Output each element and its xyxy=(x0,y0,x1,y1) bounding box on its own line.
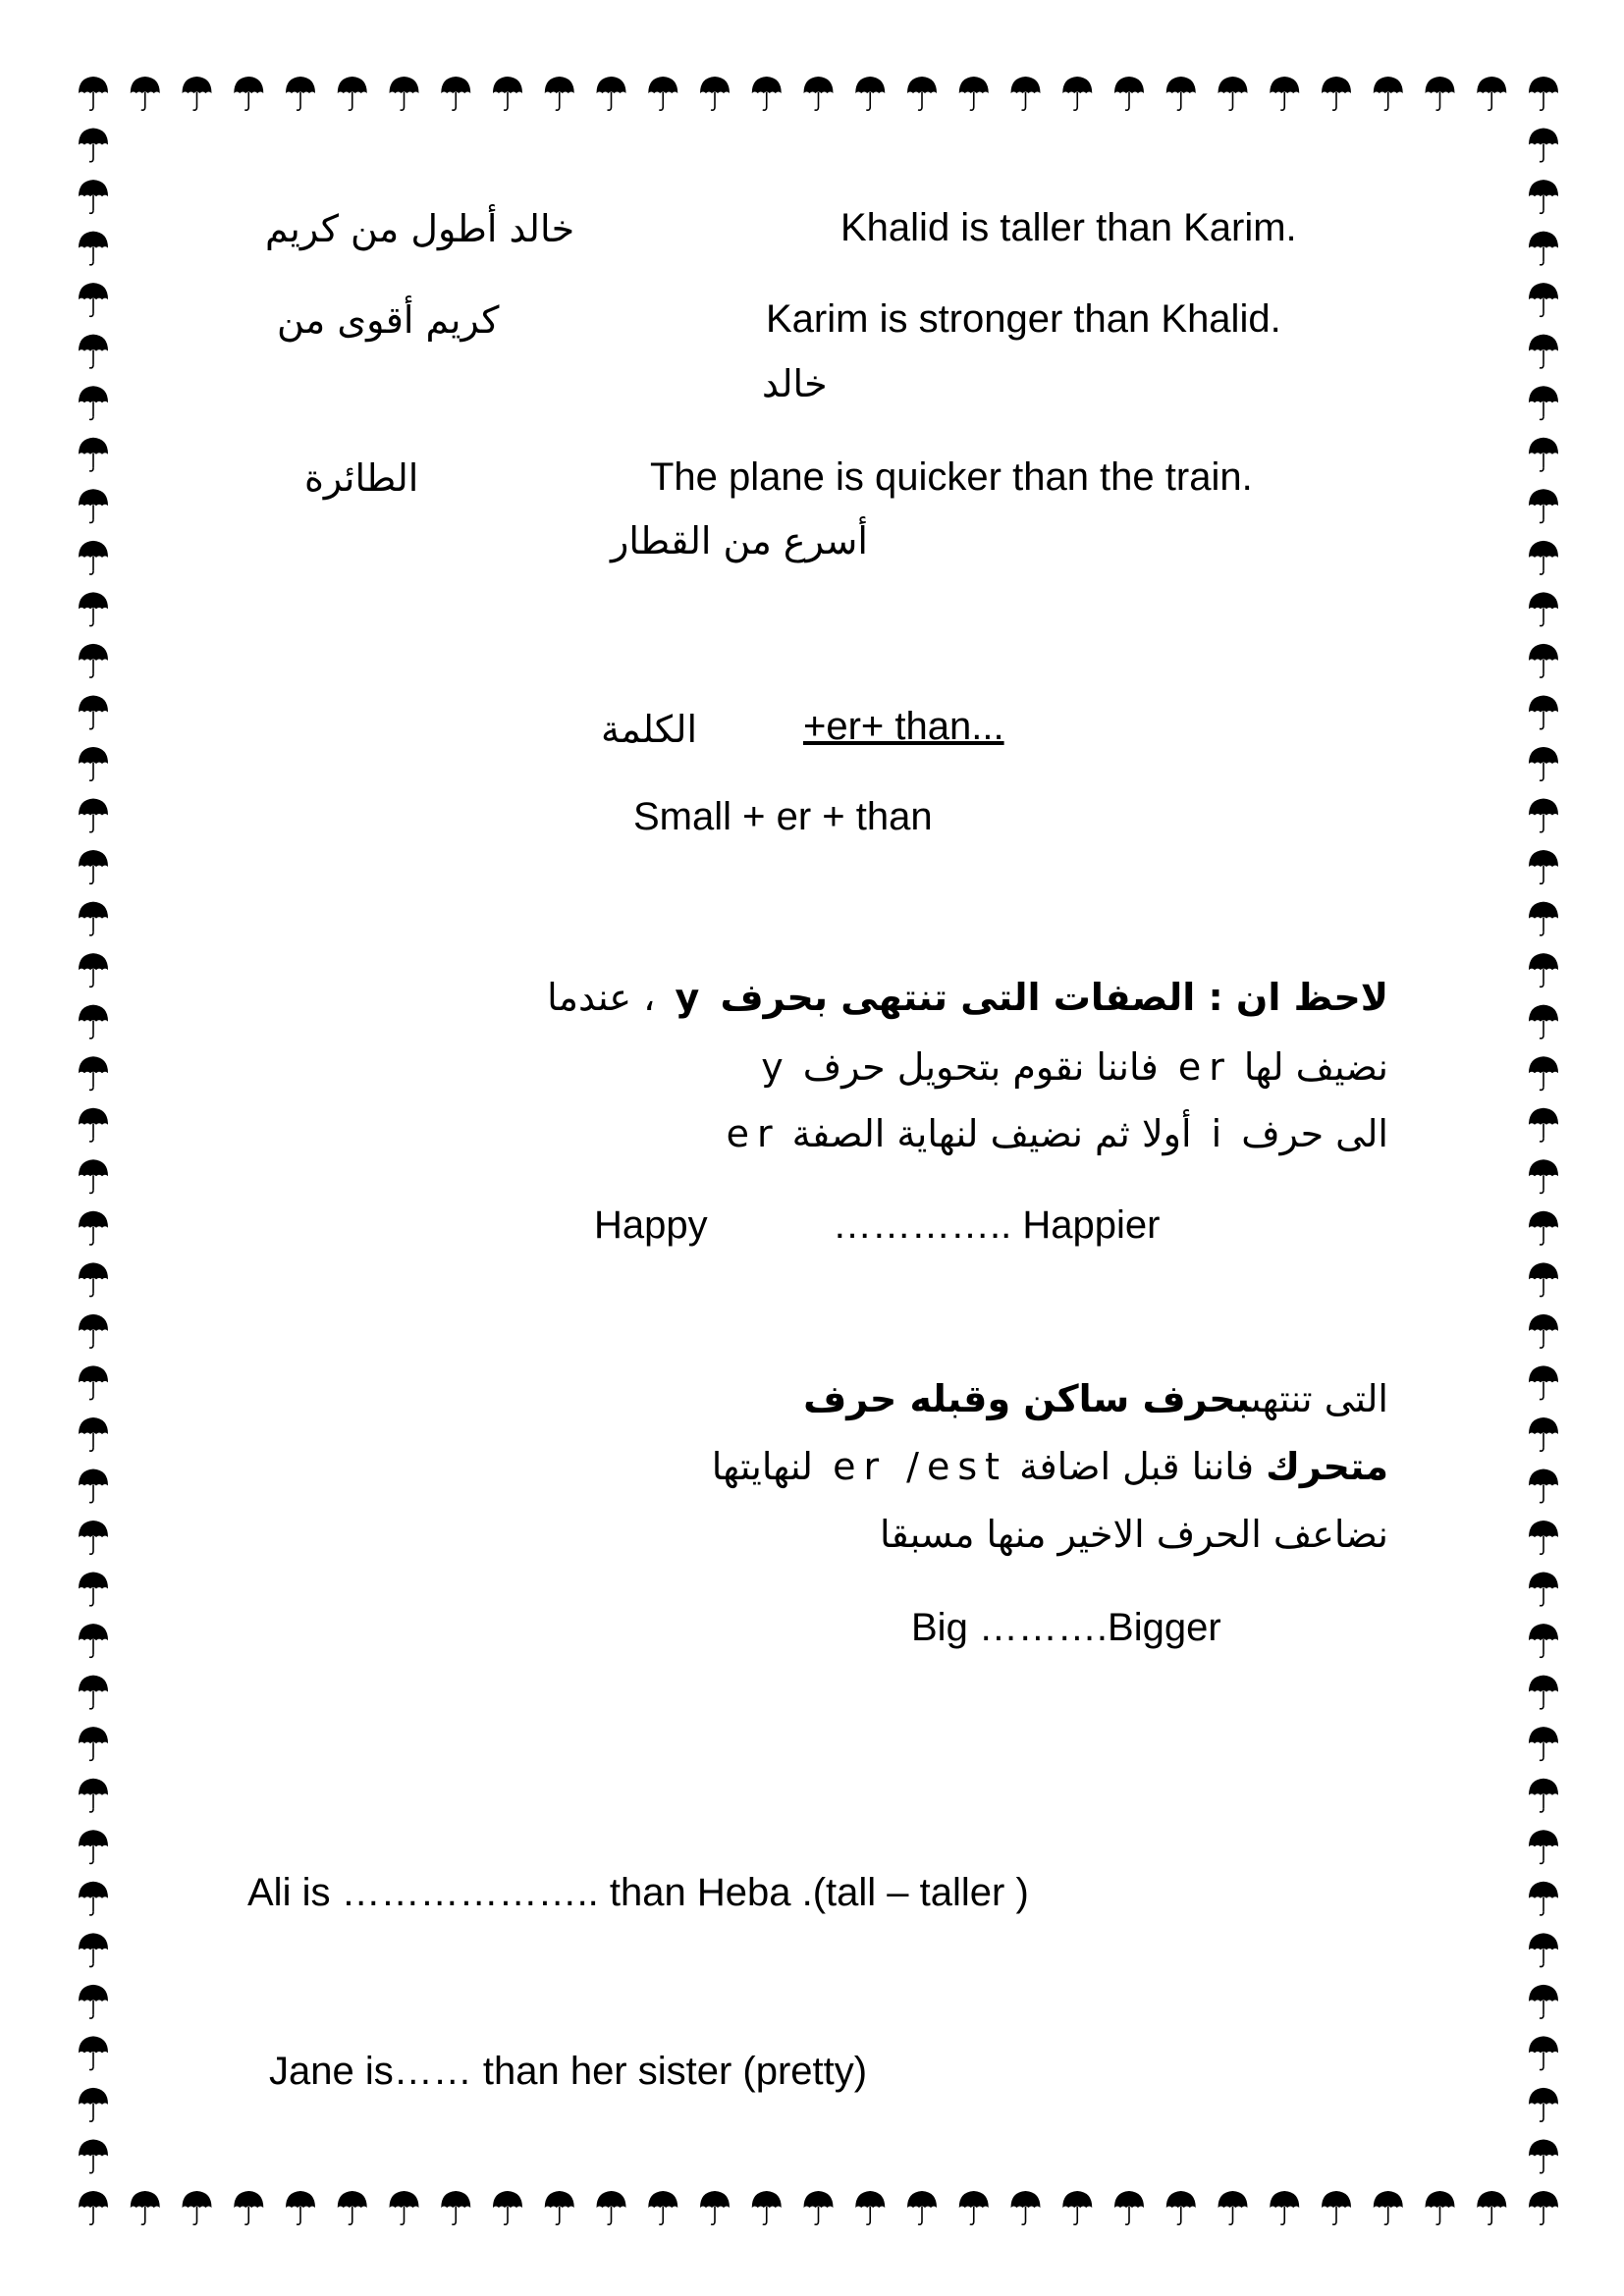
umbrella-icon xyxy=(1322,77,1351,110)
note-y-line3: الى حرف i أولا ثم نضيف لنهاية الصفة er xyxy=(726,1112,1388,1155)
umbrella-icon xyxy=(1166,2191,1196,2224)
umbrella-icon xyxy=(79,1573,108,1606)
umbrella-icon xyxy=(1529,1624,1558,1657)
umbrella-icon xyxy=(1529,1108,1558,1142)
umbrella-icon xyxy=(1529,1933,1558,1966)
umbrella-icon xyxy=(1426,77,1455,110)
umbrella-icon xyxy=(1529,695,1558,728)
umbrella-icon xyxy=(79,1624,108,1657)
umbrella-icon xyxy=(1529,489,1558,522)
umbrella-icon xyxy=(1529,1005,1558,1039)
umbrella-icon xyxy=(79,592,108,625)
umbrella-icon xyxy=(1529,335,1558,368)
umbrella-icon xyxy=(79,1468,108,1502)
note-consonant-line2-bold: متحرك xyxy=(1266,1445,1388,1488)
umbrella-icon xyxy=(1529,1882,1558,1915)
umbrella-icon xyxy=(1529,850,1558,883)
umbrella-icon xyxy=(286,77,315,110)
umbrella-icon xyxy=(79,1985,108,2018)
umbrella-icon xyxy=(79,438,108,471)
umbrella-icon xyxy=(79,1108,108,1142)
umbrella-icon xyxy=(1529,1056,1558,1090)
umbrella-icon xyxy=(79,1211,108,1245)
umbrella-icon xyxy=(1529,1985,1558,2018)
umbrella-icon xyxy=(597,77,626,110)
umbrella-icon xyxy=(1529,592,1558,625)
umbrella-icon xyxy=(1529,1314,1558,1348)
note-consonant-line1 xyxy=(803,1377,1388,1420)
umbrella-icon xyxy=(1529,2139,1558,2172)
umbrella-icon xyxy=(1529,1468,1558,1502)
umbrella-icon xyxy=(79,2191,108,2224)
umbrella-icon xyxy=(545,2191,574,2224)
umbrella-icon xyxy=(79,1314,108,1348)
umbrella-icon xyxy=(1529,541,1558,574)
umbrella-icon xyxy=(493,77,522,110)
umbrella-icon xyxy=(1529,2191,1558,2224)
umbrella-icon xyxy=(79,1779,108,1812)
umbrella-icon xyxy=(1426,2191,1455,2224)
umbrella-icon xyxy=(79,2088,108,2121)
umbrella-icon xyxy=(1218,77,1248,110)
umbrella-icon xyxy=(79,335,108,368)
umbrella-icon xyxy=(79,799,108,832)
umbrella-icon xyxy=(79,489,108,522)
umbrella-icon xyxy=(183,77,212,110)
note-consonant-line3: نضاعف الحرف الاخير منها مسبقا xyxy=(879,1513,1388,1556)
umbrella-icon xyxy=(79,1676,108,1709)
example-2-arabic-line1: كريم أقوى من xyxy=(277,298,500,342)
umbrella-icon xyxy=(286,2191,315,2224)
note-y-example-result: ………….. Happier xyxy=(833,1203,1161,1247)
umbrella-icon xyxy=(597,2191,626,2224)
umbrella-icon xyxy=(338,2191,367,2224)
example-3-english: The plane is quicker than the train. xyxy=(650,455,1253,499)
umbrella-icon xyxy=(131,77,160,110)
umbrella-icon xyxy=(1114,77,1144,110)
umbrella-icon xyxy=(79,2139,108,2172)
umbrella-icon xyxy=(441,77,470,110)
umbrella-icon xyxy=(79,2036,108,2069)
umbrella-icon xyxy=(1529,386,1558,419)
note-consonant-line1-bold: بحرف ساكن وقبله حرف xyxy=(803,1377,1252,1420)
umbrella-icon xyxy=(907,2191,937,2224)
umbrella-icon xyxy=(1114,2191,1144,2224)
umbrella-icon xyxy=(1062,2191,1092,2224)
umbrella-icon xyxy=(700,2191,730,2224)
rule-formula: +er+ than... xyxy=(803,705,1004,748)
example-1-english: Khalid is taller than Karim. xyxy=(840,206,1297,249)
umbrella-icon xyxy=(79,1882,108,1915)
umbrella-icon xyxy=(79,1056,108,1090)
umbrella-icon xyxy=(79,283,108,316)
umbrella-icon xyxy=(855,77,885,110)
umbrella-icon xyxy=(1529,283,1558,316)
umbrella-icon xyxy=(79,77,108,110)
umbrella-icon xyxy=(1529,747,1558,780)
umbrella-icon xyxy=(1529,902,1558,935)
umbrella-icon xyxy=(1529,1365,1558,1399)
umbrella-icon xyxy=(79,1365,108,1399)
note-consonant-example: Big ……….Bigger xyxy=(911,1606,1221,1649)
umbrella-icon xyxy=(79,180,108,213)
umbrella-icon xyxy=(1529,1727,1558,1760)
umbrella-icon xyxy=(79,644,108,677)
example-3-arabic-line2: أسرع من القطار xyxy=(611,519,868,562)
umbrella-icon xyxy=(1529,129,1558,162)
umbrella-icon xyxy=(183,2191,212,2224)
umbrella-icon xyxy=(79,850,108,883)
note-y-line2: نضيف لها er فاننا نقوم بتحويل حرف y xyxy=(761,1045,1388,1089)
umbrella-icon xyxy=(959,77,989,110)
umbrella-icon xyxy=(1529,1779,1558,1812)
umbrella-icon xyxy=(79,695,108,728)
umbrella-icon xyxy=(1011,2191,1041,2224)
note-consonant-line1-normal: التى تنتهى xyxy=(1251,1377,1388,1420)
umbrella-icon xyxy=(131,2191,160,2224)
note-consonant-line2-rest: فاننا قبل اضافة er /est لنهايتها xyxy=(711,1445,1254,1488)
note-y-line1 xyxy=(547,976,1388,1019)
example-1-arabic: خالد أطول من كريم xyxy=(265,207,575,250)
umbrella-icon xyxy=(1529,2088,1558,2121)
note-y-line1-rest: ، عندما xyxy=(547,976,656,1019)
umbrella-icon xyxy=(1529,180,1558,213)
example-2-english: Karim is stronger than Khalid. xyxy=(766,297,1281,341)
exercise-1: Ali is ……………….. than Heba .(tall – taller ) xyxy=(247,1871,1029,1914)
umbrella-icon xyxy=(79,129,108,162)
umbrella-icon xyxy=(855,2191,885,2224)
umbrella-icon xyxy=(79,1727,108,1760)
umbrella-icon xyxy=(1529,1676,1558,1709)
umbrella-icon xyxy=(79,1262,108,1296)
umbrella-icon xyxy=(79,953,108,987)
umbrella-icon xyxy=(79,1933,108,1966)
umbrella-icon xyxy=(79,1417,108,1451)
umbrella-icon xyxy=(752,2191,782,2224)
umbrella-icon xyxy=(79,1521,108,1554)
example-3-arabic-line1: الطائرة xyxy=(304,456,419,500)
umbrella-icon xyxy=(1529,644,1558,677)
umbrella-icon xyxy=(1529,1159,1558,1193)
umbrella-icon xyxy=(804,77,834,110)
umbrella-icon xyxy=(1529,232,1558,265)
umbrella-icon xyxy=(1529,1521,1558,1554)
umbrella-icon xyxy=(1270,2191,1299,2224)
umbrella-icon xyxy=(1529,1211,1558,1245)
umbrella-icon xyxy=(648,2191,677,2224)
umbrella-icon xyxy=(1011,77,1041,110)
note-consonant-line2 xyxy=(711,1445,1388,1488)
umbrella-icon xyxy=(1529,1573,1558,1606)
note-y-line1-bold: لاحظ ان : الصفات التى تنتهى بحرف y xyxy=(675,976,1388,1019)
umbrella-icon xyxy=(1529,438,1558,471)
umbrella-icon xyxy=(338,77,367,110)
umbrella-icon xyxy=(390,2191,419,2224)
umbrella-icon xyxy=(1529,77,1558,110)
umbrella-icon xyxy=(1322,2191,1351,2224)
umbrella-icon xyxy=(1477,77,1506,110)
note-y-example-word: Happy xyxy=(594,1203,708,1247)
umbrella-icon xyxy=(545,77,574,110)
umbrella-icon xyxy=(79,232,108,265)
umbrella-icon xyxy=(79,1159,108,1193)
umbrella-icon xyxy=(1062,77,1092,110)
umbrella-icon xyxy=(1374,2191,1403,2224)
umbrella-icon xyxy=(1218,2191,1248,2224)
umbrella-icon xyxy=(1529,1417,1558,1451)
umbrella-icon xyxy=(79,747,108,780)
umbrella-icon xyxy=(1166,77,1196,110)
umbrella-icon xyxy=(1477,2191,1506,2224)
umbrella-icon xyxy=(648,77,677,110)
umbrella-icon xyxy=(79,902,108,935)
umbrella-icon xyxy=(959,2191,989,2224)
umbrella-icon xyxy=(1529,953,1558,987)
umbrella-icon xyxy=(79,386,108,419)
umbrella-icon xyxy=(1529,1262,1558,1296)
umbrella-icon xyxy=(79,541,108,574)
rule-arabic-word: الكلمة xyxy=(601,708,698,751)
umbrella-icon xyxy=(390,77,419,110)
umbrella-icon xyxy=(700,77,730,110)
umbrella-icon xyxy=(234,2191,263,2224)
rule-example: Small + er + than xyxy=(633,795,933,838)
umbrella-icon xyxy=(907,77,937,110)
umbrella-icon xyxy=(752,77,782,110)
umbrella-icon xyxy=(234,77,263,110)
umbrella-icon xyxy=(1529,1830,1558,1863)
umbrella-icon xyxy=(1374,77,1403,110)
umbrella-icon xyxy=(804,2191,834,2224)
umbrella-icon xyxy=(1529,2036,1558,2069)
umbrella-icon xyxy=(441,2191,470,2224)
umbrella-icon xyxy=(1270,77,1299,110)
exercise-2: Jane is…… than her sister (pretty) xyxy=(269,2050,868,2093)
example-2-arabic-line2: خالد xyxy=(762,362,828,405)
umbrella-icon xyxy=(1529,799,1558,832)
umbrella-icon xyxy=(79,1005,108,1039)
umbrella-icon xyxy=(493,2191,522,2224)
umbrella-icon xyxy=(79,1830,108,1863)
